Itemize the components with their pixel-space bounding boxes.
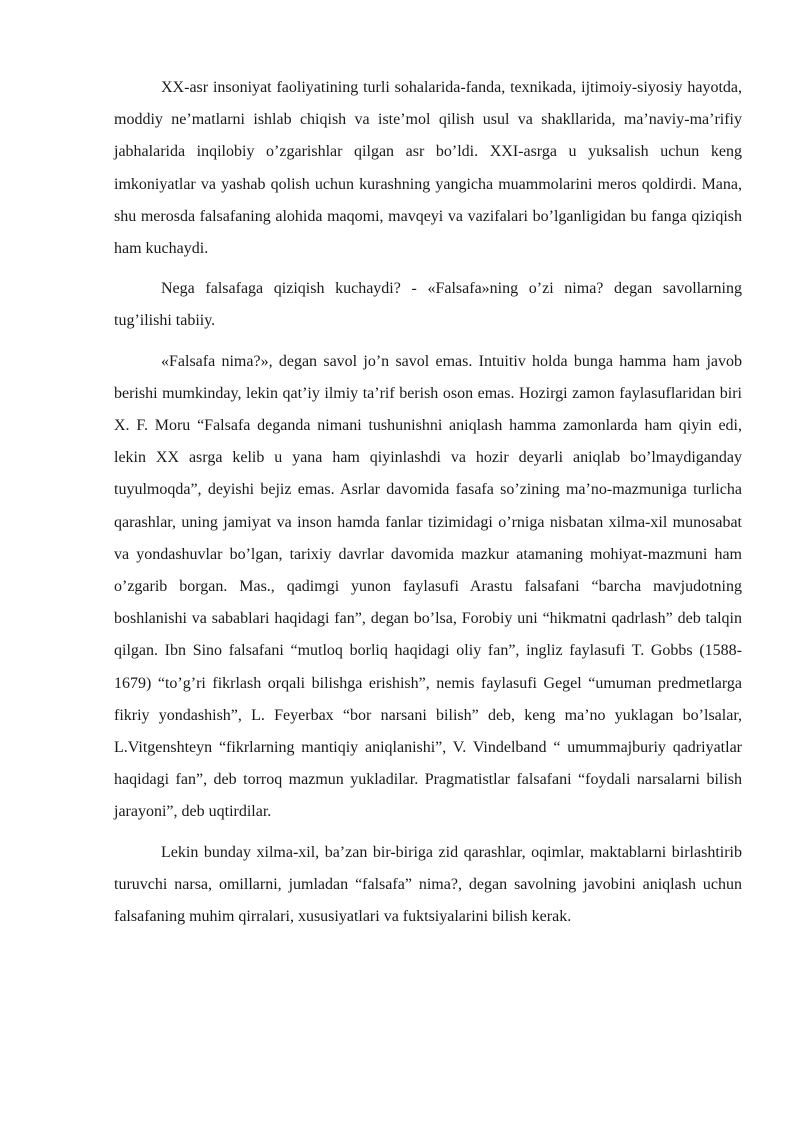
paragraph-4: Lekin bunday xilma-xil, ba’zan bir-biriga zid qarashlar, oqimlar, maktablarni birlashtirib turuvchi narsa, omillarni, jumladan “falsafa” nima?, degan savolning javobini aniqlash uchun falsafaning muhim qirralari, xususiyatlari va fuktsiyalarini bilish kerak. bbox=[114, 843, 742, 926]
body-text bbox=[114, 72, 742, 941]
paragraph-1: XX-asr insoniyat faoliyatining turli sohalarida-fanda, texnikada, ijtimoiy-siyosiy hayotda, moddiy ne’matlarni ishlab chiqish va iste’mol qilish usul va shakllarida, ma’naviy-ma’rifiy jabhalarida inqilobiy o’zgarishlar qilgan asr bo’ldi. XXI-asrga u yuksalish uchun keng imkoniyatlar va yashab qolish uchun kurashning yangicha muammolarini meros qoldirdi. Mana, shu merosda falsafaning alohida maqomi, mavqeyi va vazifalari bo’lganligidan bu fanga qiziqish ham kuchaydi. bbox=[114, 79, 742, 258]
paragraph-3: «Falsafa nima?», degan savol jo’n savol emas. Intuitiv holda bunga hamma ham javob berishi mumkinday, lekin qat’iy ilmiy ta’rif berish oson emas. Hozirgi zamon faylasuflaridan biri X. F. Moru “Falsafa deganda nimani tushunishni aniqlash hamma zamonlarda ham qiyin edi, lekin XX asrga kelib u yana ham qiyinlashdi va hozir deyarli aniqlab bo’lmaydiganday tuyulmoqda”, deyishi bejiz emas. Asrlar davomida fasafa so’zining ma’no-mazmuniga turlicha qarashlar, uning jamiyat va inson hamda fanlar tizimidagi o’rniga nisbatan xilma-xil munosabat va yondashuvlar bo’lgan, tarixiy davrlar davomida mazkur atamaning mohiyat-mazmuni ham o’zgarib borgan. Mas., qadimgi yunon faylasufi Arastu falsafani “barcha mavjudotning boshlanishi va sabablari haqidagi fan”, degan bo’lsa, Forobiy uni “hikmatni qadrlash” deb talqin qilgan. Ibn Sino falsafani “mutloq borliq haqidagi oliy fan”, ingliz faylasufi T. Gobbs (1588-1679) “to’g’ri fikrlash orqali bilishga erishish”, nemis faylasufi Gegel “umuman predmetlarga fikriy yondashish”, L. Feyerbax “bor narsani bilish” deb, keng ma’no yuklagan bo’lsalar, L.Vitgenshteyn “fikrlarning mantiqiy aniqlanishi”, V. Vindelband “ umummajburiy qadriyatlar haqidagi fan”, deb torroq mazmun yukladilar. Pragmatistlar falsafani “foydali narsalarni bilish jarayoni”, deb uqtirdilar. bbox=[114, 352, 742, 821]
paragraph-2: Nega falsafaga qiziqish kuchaydi? - «Falsafa»ning o’zi nima? degan savollarning tug’ilishi tabiiy. bbox=[114, 280, 742, 330]
